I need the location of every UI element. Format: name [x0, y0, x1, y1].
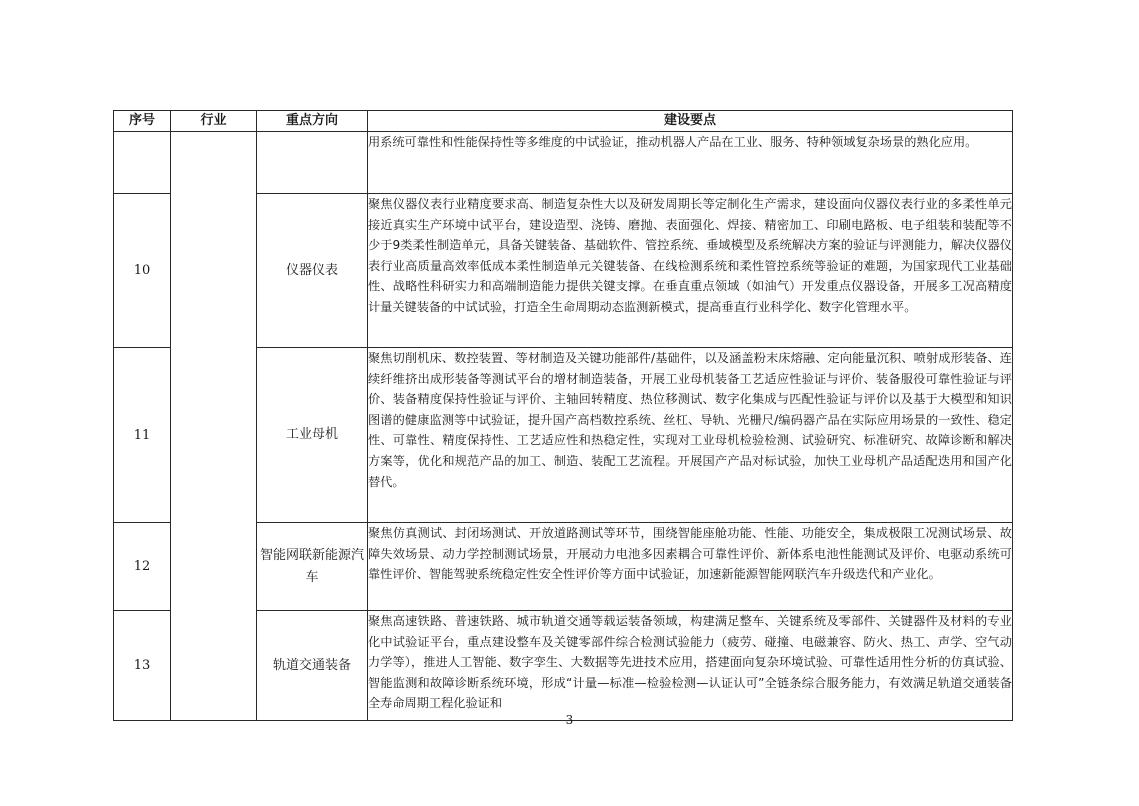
- header-construction-points: 建设要点: [368, 111, 1013, 132]
- table-row: [114, 132, 1013, 194]
- row-text: 用系统可靠性和性能保持性等多维度的中试验证，推动机器人产品在工业、服务、特种领域复杂场景的熟化应用。: [368, 132, 1013, 194]
- row-number: [114, 132, 171, 194]
- header-serial-no: 序号: [114, 111, 171, 132]
- header-industry: 行业: [171, 111, 257, 132]
- row-direction: [257, 132, 368, 194]
- row-text: 聚焦切削机床、数控装置、等材制造及关键功能部件/基础件，以及涵盖粉末床熔融、定向能量沉积、喷射成形装备、连续纤维挤出成形装备等测试平台的增材制造装备，开展工业母机装备工艺适应性验证与评价、装备服役可靠性验证与评价、装备精度保持性验证与评价、主轴回转精度、热位移测试、数字化集成与匹配性验证与评价以及基于大模型和知识图谱的健康监测等中试验证，提升国产高档数控系统、丝杠、导轨、光栅尺/编码器产品在实际应用场景的一致性、稳定性、可靠性、精度保持性、工艺适应性和热稳定性，实现对工业母机检验检测、试验研究、标准研究、故障诊断和解决方案等，优化和规范产品的加工、制造、装配工艺流程。开展国产产品对标试验，加快工业母机产品适配迭用和国产化替代。: [368, 348, 1013, 523]
- row-direction: 轨道交通装备: [257, 611, 368, 721]
- industry-cell: [171, 132, 257, 721]
- row-number: 11: [114, 348, 171, 523]
- row-number: 13: [114, 611, 171, 721]
- header-key-direction: 重点方向: [257, 111, 368, 132]
- page-number: 3: [565, 713, 574, 727]
- row-direction: 智能网联新能源汽车: [257, 523, 368, 611]
- main-table: [113, 110, 1013, 721]
- row-direction: 工业母机: [257, 348, 368, 523]
- table-header-row: [114, 111, 1013, 132]
- row-number: 10: [114, 194, 171, 348]
- row-text: 聚焦高速铁路、普速铁路、城市轨道交通等载运装备领域，构建满足整车、关键系统及零部件、关键器件及材料的专业化中试验证平台，重点建设整车及关键零部件综合检测试验能力（疲劳、碰撞、电磁兼容、防火、热工、声学、空气动力学等），推进人工智能、数字孪生、大数据等先进技术应用，搭建面向复杂环境试验、可靠性适用性分析的仿真试验、智能监测和故障诊断系统环境，形成“计量—标准—检验检测—认证认可”全链条综合服务能力，有效满足轨道交通装备全寿命周期工程化验证和: [368, 611, 1013, 721]
- row-text: 聚焦仪器仪表行业精度要求高、制造复杂性大以及研发周期长等定制化生产需求，建设面向仪器仪表行业的多柔性单元接近真实生产环境中试平台，建设造型、浇铸、磨抛、表面强化、焊接、精密加工、印刷电路板、电子组装和装配等不少于9类柔性制造单元，具备关键装备、基础软件、管控系统、垂域模型及系统解决方案的验证与评测能力，解决仪器仪表行业高质量高效率低成本柔性制造单元关键装备、在线检测系统和柔性管控系统等验证的难题，为国家现代工业基础性、战略性科研实力和高端制造能力提供关键支撑。在垂直重点领域（如油气）开发重点仪器设备，开展多工况高精度计量关键装备的中试试验，打造全生命周期动态监测新模式，提高垂直行业科学化、数字化管理水平。: [368, 194, 1013, 348]
- row-direction: 仪器仪表: [257, 194, 368, 348]
- row-number: 12: [114, 523, 171, 611]
- row-text: 聚焦仿真测试、封闭场测试、开放道路测试等环节，围绕智能座舱功能、性能、功能安全，集成极限工况测试场景、故障失效场景、动力学控制测试场景，开展动力电池多因素耦合可靠性评价、新体系电池性能测试及评价、电驱动系统可靠性评价、智能驾驶系统稳定性安全性评价等方面中试验证，加速新能源智能网联汽车升级迭代和产业化。: [368, 523, 1013, 611]
